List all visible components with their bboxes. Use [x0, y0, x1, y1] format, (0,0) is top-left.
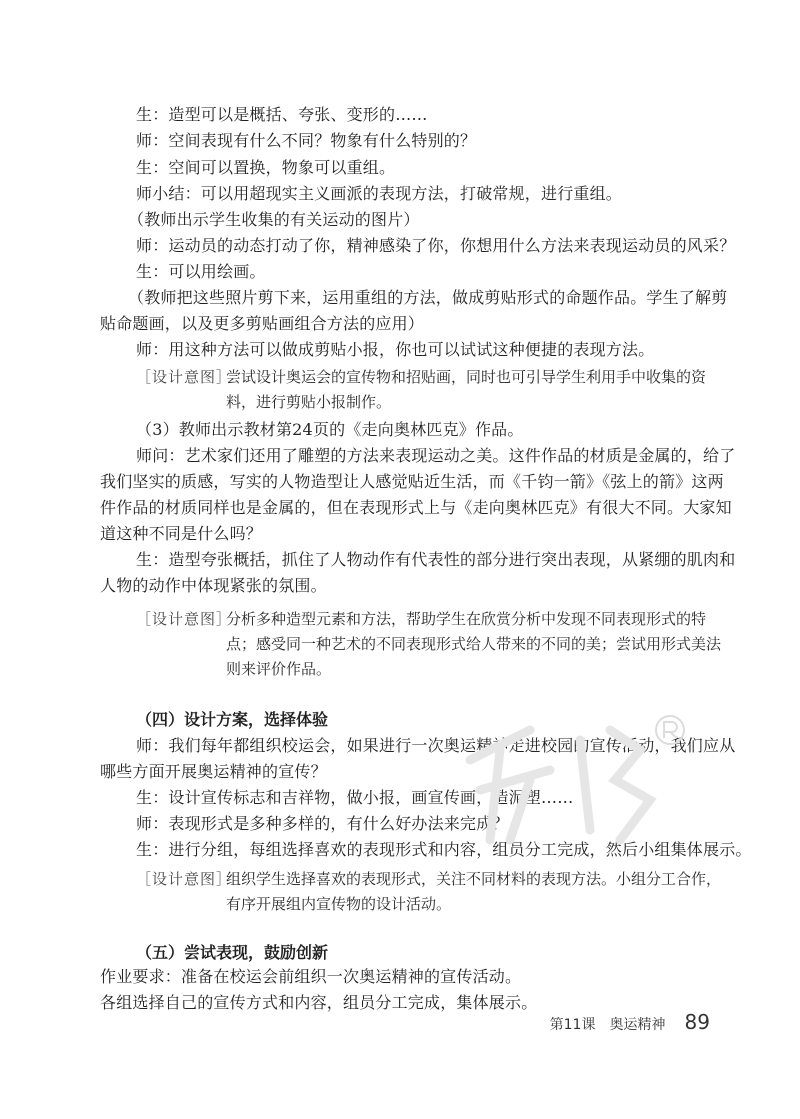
dialogue-line: 件作品的材质同样也是金属的，但在表现形式上与《走向奥林匹克》有很大不同。大家知	[100, 498, 732, 517]
dialogue-line: 生：可以用绘画。	[136, 262, 266, 281]
page-number: 89	[684, 1010, 710, 1034]
dialogue-line: 师：表现形式是多种多样的，有什么好办法来完成？	[136, 814, 509, 833]
section-heading: （五）尝试表现，鼓励创新	[136, 943, 329, 962]
dialogue-line: 生：造型夸张概括，抓住了人物动作有代表性的部分进行突出表现，从紧绷的肌肉和	[136, 550, 736, 569]
assignment-line: 各组选择自己的宣传方式和内容，组员分工完成，集体展示。	[100, 993, 538, 1012]
dialogue-line: 师：运动员的动态打动了你，精神感染了你，你想用什么方法来表现运动员的风采？	[136, 236, 736, 255]
dialogue-line: （3）教师出示教材第24页的《走向奥林匹克》作品。	[136, 420, 524, 439]
design-intent-tag: ［设计意图］	[136, 610, 233, 628]
stage-direction: 贴命题画，以及更多剪贴画组合方法的应用）	[100, 314, 425, 333]
dialogue-line: 师：空间表现有什么不同？物象有什么特别的？	[136, 131, 477, 150]
dialogue-line: 师：我们每年都组织校运会，如果进行一次奥运精神走进校园的宣传活动，我们应从	[136, 736, 736, 755]
dialogue-line: 我们坚实的质感，写实的人物造型让人感觉贴近生活，而《千钧一箭》《弦上的箭》这两	[100, 472, 724, 491]
dialogue-line: 人物的动作中体现紧张的氛围。	[100, 576, 327, 595]
design-intent-text: 料，进行剪贴小报制作。	[226, 393, 392, 411]
dialogue-line: 生：造型可以是概括、夸张、变形的……	[136, 105, 428, 124]
design-intent-text: 分析多种造型元素和方法，帮助学生在欣赏分析中发现不同表现形式的特	[226, 610, 707, 628]
design-intent-tag: ［设计意图］	[136, 368, 233, 386]
dialogue-line: 生：设计宣传标志和吉祥物，做小报，画宣传画，造泥塑……	[136, 788, 574, 807]
dialogue-line: 师小结：可以用超现实主义画派的表现方法，打破常规，进行重组。	[136, 184, 623, 203]
dialogue-line: 生：进行分组，每组选择喜欢的表现形式和内容，组员分工完成，然后小组集体展示。	[136, 840, 752, 859]
dialogue-line: 哪些方面开展奥运精神的宣传？	[100, 762, 327, 781]
dialogue-line: 师问：艺术家们还用了雕塑的方法来表现运动之美。这件作品的材质是金属的，给了	[136, 446, 736, 465]
design-intent-text: 则来评价作品。	[226, 660, 332, 678]
design-intent-text: 组织学生选择喜欢的表现形式，关注不同材料的表现方法。小组分工合作，	[226, 870, 722, 888]
design-intent-text: 尝试设计奥运会的宣传物和招贴画，同时也可引导学生利用手中收集的资	[226, 368, 707, 386]
assignment-line: 作业要求：准备在校运会前组织一次奥运精神的宣传活动。	[100, 967, 522, 986]
stage-direction: （教师出示学生收集的有关运动的图片）	[128, 210, 420, 229]
dialogue-line: 师：用这种方法可以做成剪贴小报，你也可以试试这种便捷的表现方法。	[136, 340, 655, 359]
design-intent-text: 点；感受同一种艺术的不同表现形式给人带来的不同的美；尝试用形式美法	[226, 635, 722, 653]
design-intent-text: 有序开展组内宣传物的设计活动。	[226, 895, 452, 913]
lesson-label: 第11课 奥运精神	[549, 1017, 666, 1033]
design-intent-tag: ［设计意图］	[136, 870, 233, 888]
dialogue-line: 生：空间可以置换，物象可以重组。	[136, 158, 396, 177]
section-heading: （四）设计方案，选择体验	[136, 710, 329, 729]
dialogue-line: 道这种不同是什么吗？	[100, 524, 263, 543]
page-footer	[550, 1010, 710, 1034]
stage-direction: （教师把这些照片剪下来，运用重组的方法，做成剪贴形式的命题作品。学生了解剪	[128, 288, 728, 307]
